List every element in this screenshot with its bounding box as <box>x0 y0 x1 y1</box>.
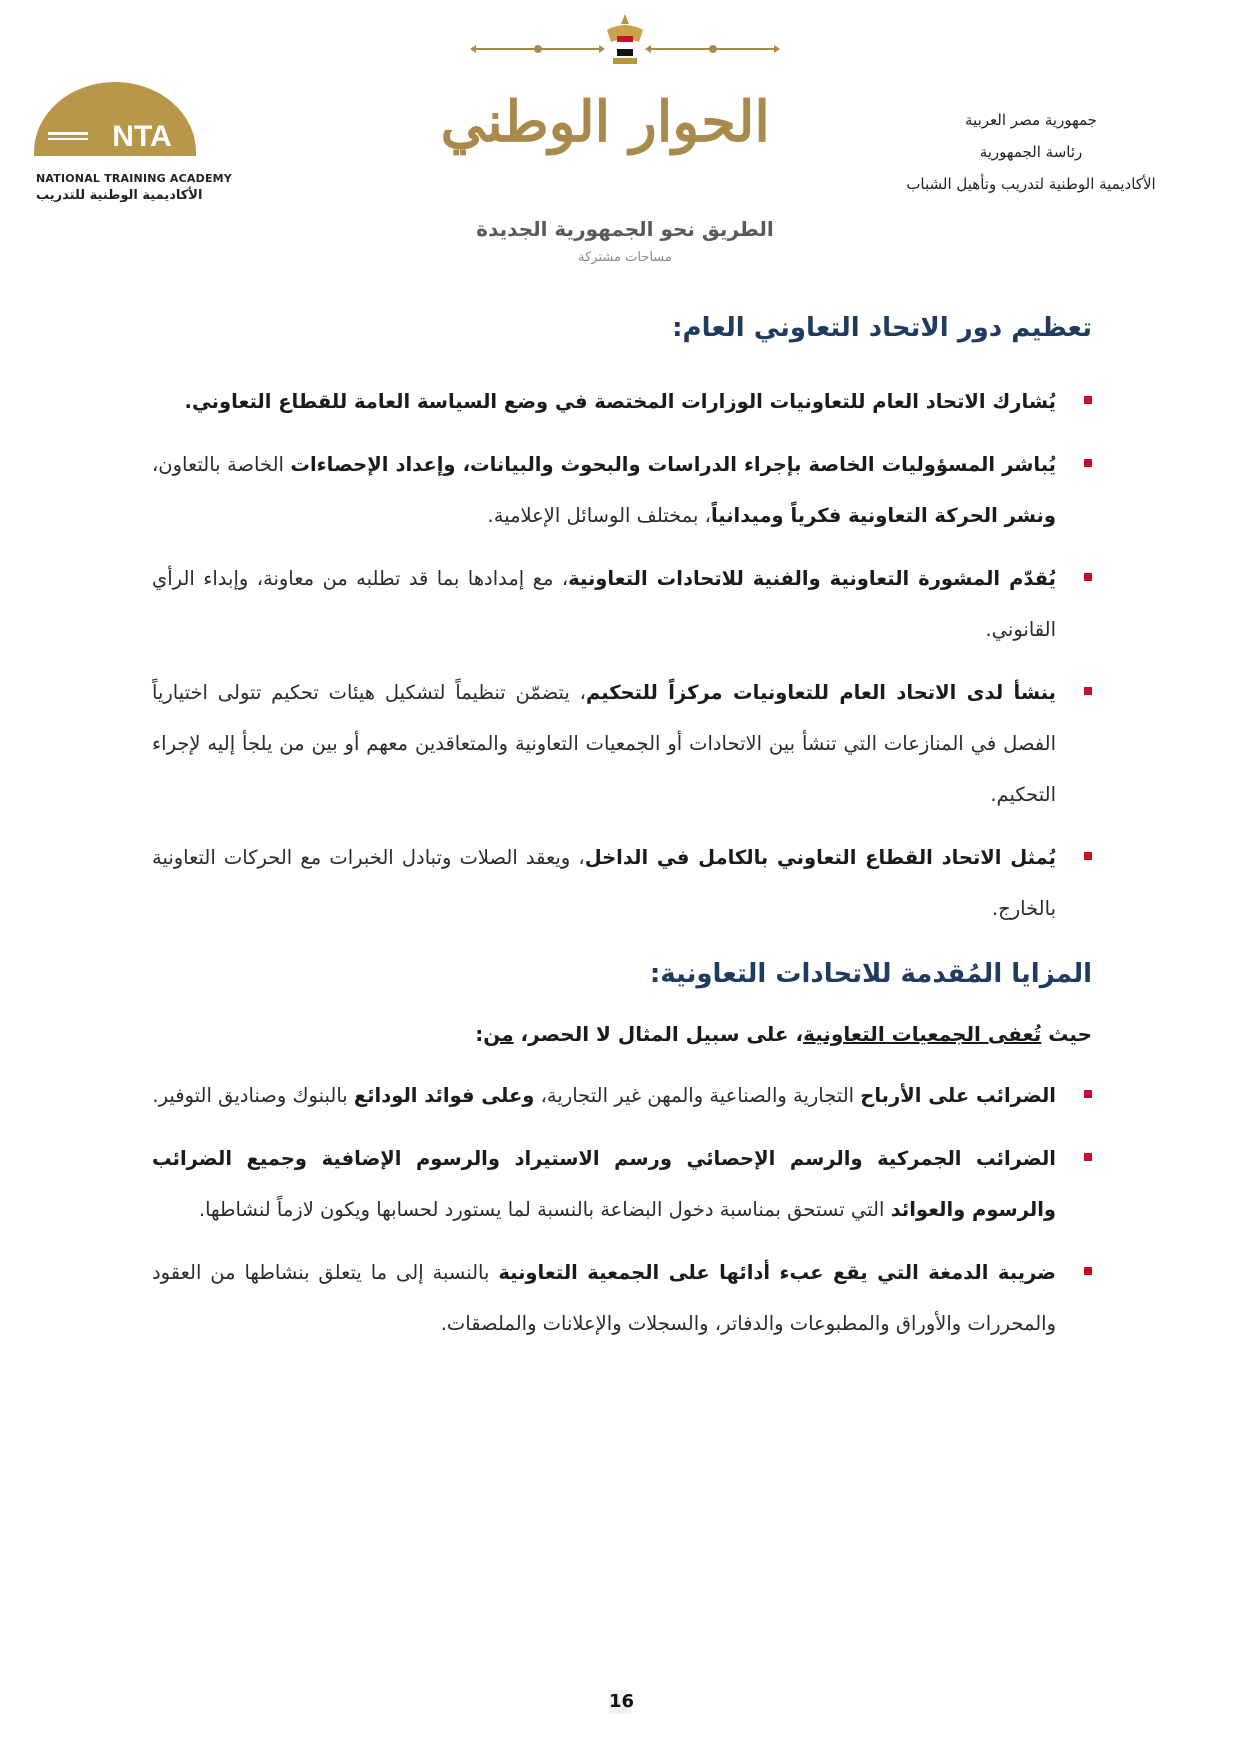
intro-text: : <box>475 1022 484 1046</box>
bullet-square-icon <box>1084 1267 1092 1275</box>
item-bold: ونشر الحركة التعاونية فكرياً وميدانياً <box>710 504 1056 527</box>
item-text: ، يتضمّن تنظيماً لتشكيل هيئات تحكيم تتولى اختيارياً الفصل في المنازعات التي تنشأ بين الاتحادات أو الجمعيات التعاونية والمتعاقدين معهم أو بين من يلجأ إليه لإجراء التحكيم. <box>152 681 1056 806</box>
item-text: ، ويعقد الصلات وتبادل الخبرات مع الحركات التعاونية بالخارج. <box>152 846 1056 920</box>
section2-list <box>152 1070 1092 1349</box>
national-dialogue-logo <box>440 12 780 267</box>
list-item <box>152 1070 1092 1121</box>
list-item <box>152 439 1092 541</box>
item-bold: يُمثل الاتحاد القطاع التعاوني بالكامل في الداخل <box>584 846 1056 869</box>
item-bold: الضرائب على الأرباح <box>860 1084 1056 1107</box>
bullet-square-icon <box>1084 1090 1092 1098</box>
item-bold: وعلى فوائد الودائع <box>353 1084 535 1107</box>
nta-mark: NTA <box>112 120 172 153</box>
header-issuer <box>871 104 1191 200</box>
document-body <box>152 308 1092 1361</box>
item-text: التي تستحق بمناسبة دخول البضاعة بالنسبة لما يستورد لحسابها ويكون لازماً لنشاطها. <box>198 1198 891 1221</box>
eagle-emblem-icon <box>605 12 645 70</box>
section2-intro <box>152 1012 1092 1056</box>
issuer-presidency: رئاسة الجمهورية <box>979 143 1083 161</box>
section2-title: المزايا المُقدمة للاتحادات التعاونية: <box>649 959 1092 989</box>
nta-name-ar: الأكاديمية الوطنية للتدريب <box>36 188 203 203</box>
item-text: ، بمختلف الوسائل الإعلامية. <box>487 504 711 527</box>
ornament-left-icon <box>470 42 605 56</box>
item-bold: ينشأ لدى الاتحاد العام للتعاونيات مركزاً للتحكيم <box>585 681 1056 704</box>
list-item <box>152 667 1092 820</box>
dialogue-slogan: الطريق نحو الجمهورية الجديدة <box>476 217 774 241</box>
list-item <box>152 553 1092 655</box>
page-number: 16 <box>609 1691 635 1712</box>
bullet-square-icon <box>1084 396 1092 404</box>
list-item <box>152 1133 1092 1235</box>
bullet-square-icon <box>1084 1153 1092 1161</box>
item-bold: الضرائب الجمركية والرسم الإحصائي ورسم الاستيراد والرسوم الإضافية وجميع الضرائب والرسوم والعوائد <box>152 1147 1056 1221</box>
item-bold: ضريبة الدمغة التي يقع عبء أدائها على الجمعية التعاونية <box>498 1261 1056 1284</box>
ornament-right-icon <box>645 42 780 56</box>
nta-logo <box>34 82 232 222</box>
bullet-square-icon <box>1084 852 1092 860</box>
item-text: بالنسبة إلى ما يتعلق بنشاطها من العقود والمحررات والأوراق والمطبوعات والدفاتر، والسجلات والإعلانات والملصقات. <box>152 1261 1056 1335</box>
section1-list <box>152 376 1092 934</box>
bullet-square-icon <box>1084 459 1092 467</box>
intro-underlined: من <box>483 1022 514 1046</box>
list-item <box>152 376 1092 427</box>
list-item <box>152 832 1092 934</box>
bullet-square-icon <box>1084 573 1092 581</box>
section1-title: تعظيم دور الاتحاد التعاوني العام: <box>672 313 1092 343</box>
item-bold: يُقدّم المشورة التعاونية والفنية للاتحادات التعاونية <box>568 567 1056 590</box>
item-text: بالبنوك وصناديق التوفير. <box>152 1084 354 1107</box>
list-item <box>152 1247 1092 1349</box>
dialogue-sub: مساحات مشتركة <box>578 250 672 265</box>
intro-text: حيث <box>1041 1022 1092 1046</box>
intro-underlined: تُعفى الجمعيات التعاونية <box>803 1022 1042 1046</box>
bullet-square-icon <box>1084 687 1092 695</box>
intro-text: ، على سبيل المثال لا الحصر، <box>513 1022 804 1046</box>
item-text: ، مع إمدادها بما قد تطلبه من معاونة، وإبداء الرأي القانوني. <box>152 567 1056 641</box>
issuer-academy: الأكاديمية الوطنية لتدريب وتأهيل الشباب <box>906 175 1156 193</box>
nta-name-en: NATIONAL TRAINING ACADEMY <box>36 172 232 185</box>
dialogue-title: الحوار الوطني <box>440 89 770 155</box>
item-text: الخاصة بالتعاون، <box>152 453 291 476</box>
item-bold: يُباشر المسؤوليات الخاصة بإجراء الدراسات والبحوث والبيانات، وإعداد الإحصاءات <box>290 453 1056 476</box>
item-bold: يُشارك الاتحاد العام للتعاونيات الوزارات المختصة في وضع السياسة العامة للقطاع التعاوني. <box>184 390 1056 413</box>
nta-emblem-icon <box>34 82 196 164</box>
item-text: التجارية والصناعية والمهن غير التجارية، <box>534 1084 861 1107</box>
issuer-country: جمهورية مصر العربية <box>965 111 1097 129</box>
